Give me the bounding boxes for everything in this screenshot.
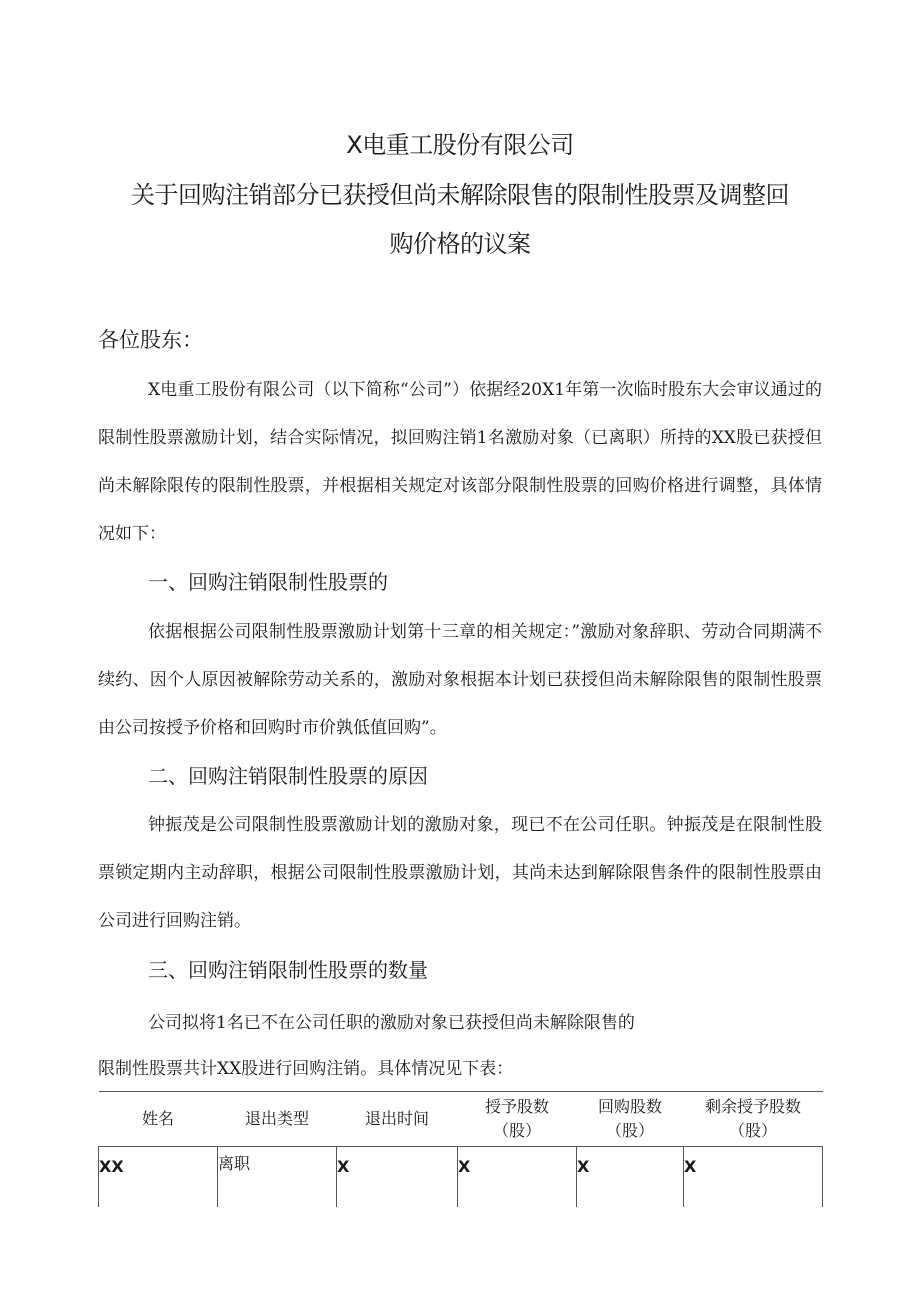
section-2-body: 钟振茂是公司限制性股票激励计划的激励对象，现已不在公司任职。钟振茂是在限制性股票锁定期内主动辞职，根据公司限制性股票激励计划，其尚未达到解除限售条件的限制性股票由公司进行回购注销。 [98, 815, 822, 931]
salutation: 各位股东： [98, 328, 203, 352]
cell-exit-time: X [337, 1147, 458, 1208]
section-3-line-1: 公司拟将1名已不在公司任职的激励对象已获授但尚未解除限售的 [148, 1013, 635, 1033]
header-exit-time: 退出时间 [337, 1092, 458, 1147]
header-remaining-shares: 剩余授予股数 （股） [684, 1092, 823, 1147]
subject-line-2: 购价格的议案 [389, 230, 531, 258]
buyback-table [98, 1091, 823, 1207]
intro-paragraph: X电重工股份有限公司（以下简称“公司”）依据经20X1年第一次临时股东大会审议通过的限制性股票激励计划，结合实际情况，拟回购注销1名激励对象（已离职）所持的XX股已获授但尚未解除限传的限制性股票，并根据相关规定对该部分限制性股票的回购价格进行调整，具体情况如下： [98, 380, 822, 544]
section-2-heading: 二、回购注销限制性股票的原因 [148, 764, 428, 788]
table-header-row [99, 1092, 823, 1147]
subject-line-1: 关于回购注销部分已获授但尚未解除限售的限制性股票及调整回 [131, 181, 789, 209]
cell-granted-shares: X [458, 1147, 577, 1208]
cell-name: XX [99, 1147, 218, 1208]
section-3-heading: 三、回购注销限制性股票的数量 [148, 958, 428, 982]
cell-buyback-shares: X [577, 1147, 684, 1208]
cell-remaining-shares: X [684, 1147, 823, 1208]
cell-exit-type: 离职 [218, 1147, 337, 1208]
section-1-heading: 一、回购注销限制性股票的 [148, 570, 388, 594]
header-granted-shares: 授予股数 （股） [458, 1092, 577, 1147]
header-buyback-shares: 回购股数 （股） [577, 1092, 684, 1147]
company-title: X电重工股份有限公司 [346, 131, 574, 159]
header-name: 姓名 [99, 1092, 218, 1147]
table-row [99, 1147, 823, 1208]
section-1-body: 依据根据公司限制性股票激励计划第十三章的相关规定：”激励对象辞职、劳动合同期满不续约、因个人原因被解除劳动关系的，激励对象根据本计划已获授但尚未解除限售的限制性股票由公司按授予价格和回购时市价孰低值回购”。 [98, 622, 822, 738]
section-3-line-2: 限制性股票共计XX股进行回购注销。具体情况见下表： [98, 1059, 514, 1079]
header-exit-type: 退出类型 [218, 1092, 337, 1147]
